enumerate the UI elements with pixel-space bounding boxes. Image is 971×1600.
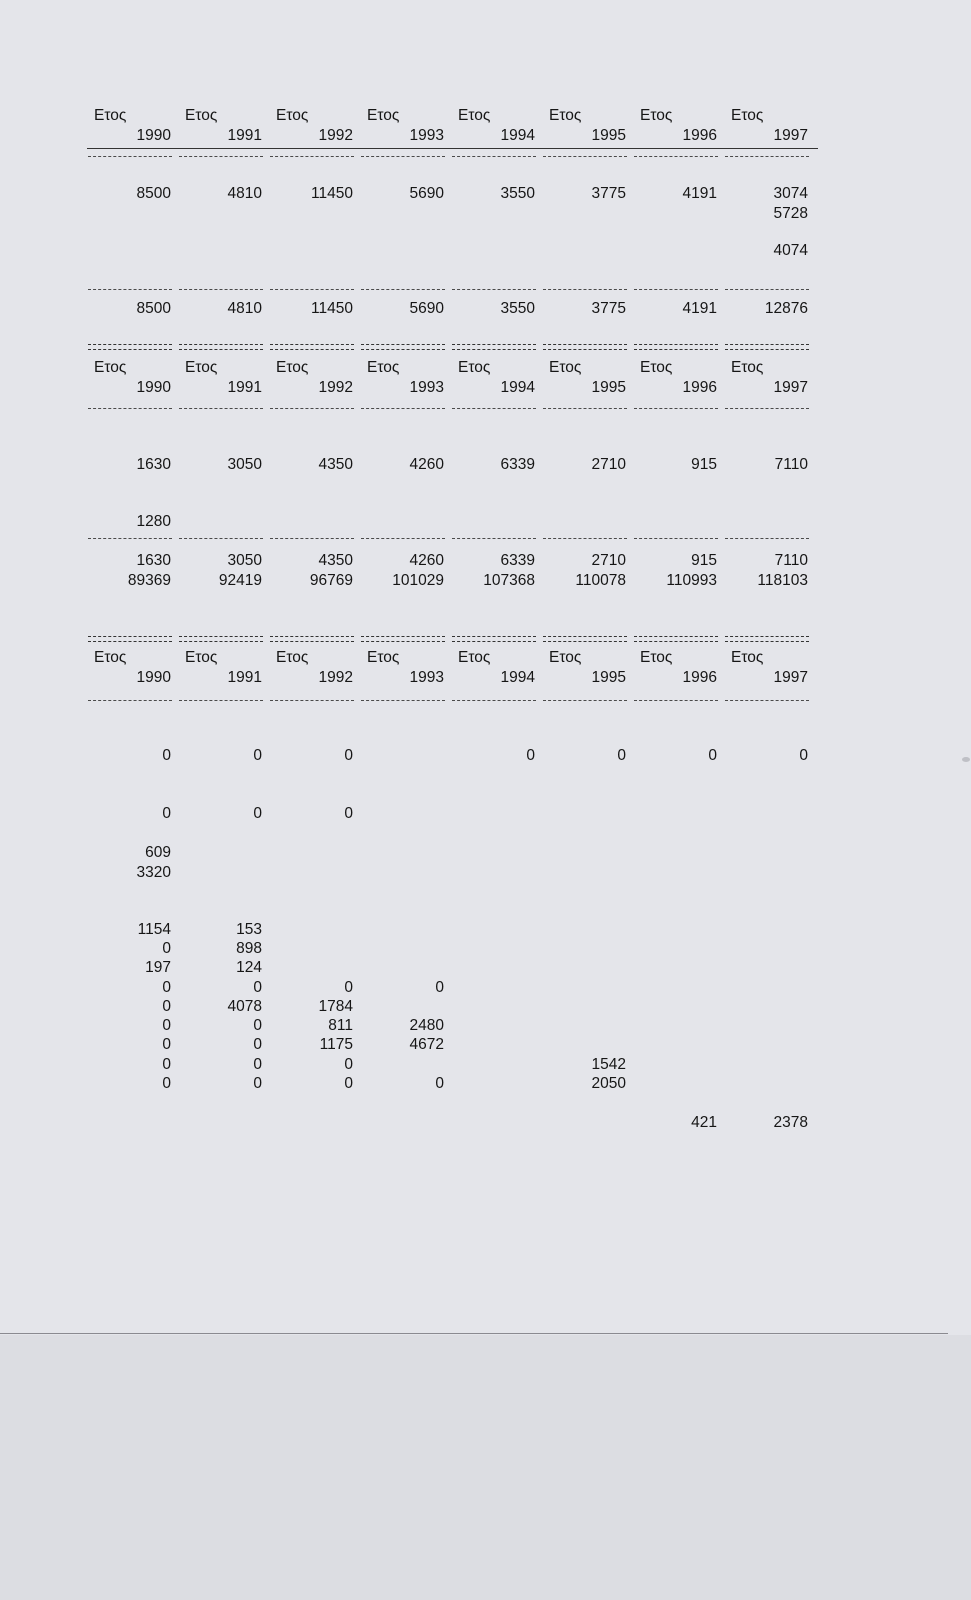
table-row: [0, 1035, 971, 1055]
dashed-rule: [634, 538, 718, 539]
table-cell: 609: [145, 844, 171, 861]
table-row: [0, 184, 971, 204]
table-cell: 2480: [409, 1017, 444, 1034]
solid-rule: [87, 148, 818, 149]
table-cell: 3050: [227, 456, 262, 473]
year-header-label: Ετος: [367, 107, 400, 124]
table-cell: 2050: [591, 1075, 626, 1092]
table-row: [0, 804, 971, 824]
dashed-rule: [88, 156, 172, 157]
year-header-label: Ετος: [94, 107, 127, 124]
table-cell: 2710: [591, 456, 626, 473]
dashed-rule: [634, 700, 718, 701]
table-cell: 11450: [311, 185, 353, 202]
table-row: [0, 863, 971, 883]
total-row: [0, 299, 971, 319]
table-row: [0, 939, 971, 959]
scan-background: [0, 1335, 971, 1600]
page-bottom-edge: [0, 1333, 948, 1334]
year-header-value: 1997: [773, 127, 808, 144]
table-row: [0, 512, 971, 532]
table-cell: 0: [253, 747, 262, 764]
year-header-label: Ετος: [640, 649, 673, 666]
year-header-label: Ετος: [458, 649, 491, 666]
table-cell: 4074: [773, 242, 808, 259]
table-cell: 4078: [227, 998, 262, 1015]
dashed-rule: [88, 408, 172, 409]
table-cell: 4810: [227, 185, 262, 202]
table-cell: 0: [253, 979, 262, 996]
table-cell: 0: [799, 747, 808, 764]
table-cell: 0: [344, 1075, 353, 1092]
double-rule: [88, 344, 172, 350]
table-cell: 0: [344, 747, 353, 764]
dashed-rule: [361, 408, 445, 409]
table-cell: 92419: [218, 572, 262, 589]
table-row: [0, 997, 971, 1017]
dashed-rule: [725, 156, 809, 157]
year-header-value: 1991: [227, 379, 262, 396]
dashed-rule: [452, 408, 536, 409]
table-cell: 0: [617, 747, 626, 764]
year-header-value: 1993: [409, 669, 444, 686]
year-header-value: 1996: [682, 127, 717, 144]
header-year-row: [0, 378, 971, 398]
table-cell: 0: [253, 1075, 262, 1092]
dashed-rule: [452, 156, 536, 157]
table-row: [0, 746, 971, 766]
dashed-rule: [543, 156, 627, 157]
year-header-value: 1994: [500, 379, 535, 396]
year-header-label: Ετος: [367, 649, 400, 666]
double-rule: [725, 344, 809, 350]
cumulative-total-row: [0, 571, 971, 591]
header-label-row: [0, 106, 971, 126]
table-row: [0, 958, 971, 978]
total-row: [0, 551, 971, 571]
table-cell: 0: [253, 1036, 262, 1053]
table-cell: 1784: [318, 998, 353, 1015]
table-cell: 0: [162, 1017, 171, 1034]
table-cell: 898: [236, 940, 262, 957]
header-year-row: [0, 126, 971, 146]
dashed-rule: [634, 289, 718, 290]
double-rule: [179, 344, 263, 350]
dashed-rule: [725, 289, 809, 290]
year-header-value: 1993: [409, 127, 444, 144]
double-rule: [543, 636, 627, 642]
table-row: [0, 1055, 971, 1075]
year-header-value: 1991: [227, 669, 262, 686]
table-cell: 4350: [318, 552, 353, 569]
year-header-label: Ετος: [549, 359, 582, 376]
year-header-label: Ετος: [549, 649, 582, 666]
year-header-value: 1997: [773, 379, 808, 396]
table-cell: 110078: [575, 572, 626, 589]
table-row: [0, 843, 971, 863]
table-cell: 118103: [757, 572, 808, 589]
table-cell: 8500: [136, 300, 171, 317]
header-label-row: [0, 358, 971, 378]
dashed-rule: [179, 156, 263, 157]
dashed-rule: [634, 156, 718, 157]
table-cell: 1542: [591, 1056, 626, 1073]
double-rule: [543, 344, 627, 350]
year-header-label: Ετος: [640, 107, 673, 124]
double-rule: [88, 636, 172, 642]
dashed-rule: [270, 700, 354, 701]
table-row: [0, 920, 971, 940]
dashed-rule: [270, 408, 354, 409]
table-cell: 4672: [409, 1036, 444, 1053]
year-header-value: 1990: [136, 379, 171, 396]
table-cell: 5690: [409, 300, 444, 317]
table-cell: 0: [162, 1036, 171, 1053]
header-year-row: [0, 668, 971, 688]
header-label-row: [0, 648, 971, 668]
dashed-rule: [270, 289, 354, 290]
dashed-rule: [452, 538, 536, 539]
year-header-label: Ετος: [276, 359, 309, 376]
dashed-rule: [179, 408, 263, 409]
year-header-value: 1996: [682, 379, 717, 396]
table-cell: 421: [691, 1114, 717, 1131]
year-header-label: Ετος: [458, 359, 491, 376]
year-header-label: Ετος: [731, 107, 764, 124]
table-cell: 2378: [773, 1114, 808, 1131]
table-cell: 0: [435, 1075, 444, 1092]
dashed-rule: [179, 538, 263, 539]
table-cell: 1630: [136, 456, 171, 473]
table-cell: 11450: [311, 300, 353, 317]
dashed-rule: [361, 156, 445, 157]
table-cell: 0: [162, 940, 171, 957]
table-cell: 4350: [318, 456, 353, 473]
dashed-rule: [88, 289, 172, 290]
table-cell: 3550: [500, 185, 535, 202]
dashed-rule: [634, 408, 718, 409]
dashed-rule: [725, 538, 809, 539]
table-cell: 197: [145, 959, 171, 976]
table-cell: 124: [236, 959, 262, 976]
table-cell: 153: [236, 921, 262, 938]
table-cell: 0: [253, 1017, 262, 1034]
dashed-rule: [543, 289, 627, 290]
double-rule: [725, 636, 809, 642]
table-cell: 3550: [500, 300, 535, 317]
table-cell: 6339: [500, 552, 535, 569]
table-cell: 0: [526, 747, 535, 764]
year-header-label: Ετος: [276, 649, 309, 666]
year-header-value: 1994: [500, 669, 535, 686]
table-cell: 5728: [773, 205, 808, 222]
table-cell: 4191: [682, 300, 717, 317]
dashed-rule: [88, 538, 172, 539]
year-header-value: 1993: [409, 379, 444, 396]
table-row: [0, 1074, 971, 1094]
double-rule: [634, 344, 718, 350]
dashed-rule: [543, 700, 627, 701]
double-rule: [361, 344, 445, 350]
year-header-value: 1992: [318, 379, 353, 396]
year-header-label: Ετος: [549, 107, 582, 124]
table-cell: 6339: [500, 456, 535, 473]
table-row: [0, 241, 971, 261]
table-cell: 0: [162, 998, 171, 1015]
year-header-value: 1991: [227, 127, 262, 144]
table-cell: 110993: [666, 572, 717, 589]
table-cell: 1630: [136, 552, 171, 569]
year-header-label: Ετος: [640, 359, 673, 376]
table-cell: 0: [162, 805, 171, 822]
table-row: [0, 978, 971, 998]
table-cell: 811: [328, 1017, 353, 1034]
table-cell: 3050: [227, 552, 262, 569]
double-rule: [452, 636, 536, 642]
table-cell: 12876: [764, 300, 808, 317]
year-header-label: Ετος: [185, 359, 218, 376]
table-cell: 3775: [591, 185, 626, 202]
year-header-label: Ετος: [94, 359, 127, 376]
table-row: [0, 204, 971, 224]
year-header-value: 1992: [318, 127, 353, 144]
table-cell: 4260: [409, 552, 444, 569]
table-cell: 0: [162, 747, 171, 764]
double-rule: [452, 344, 536, 350]
table-cell: 89369: [127, 572, 171, 589]
year-header-value: 1996: [682, 669, 717, 686]
dashed-rule: [452, 700, 536, 701]
year-header-label: Ετος: [458, 107, 491, 124]
double-rule: [634, 636, 718, 642]
dashed-rule: [270, 156, 354, 157]
double-rule: [179, 636, 263, 642]
dashed-rule: [725, 408, 809, 409]
year-header-value: 1997: [773, 669, 808, 686]
table-row: [0, 1016, 971, 1036]
year-header-value: 1990: [136, 127, 171, 144]
table-cell: 915: [691, 552, 717, 569]
table-cell: 7110: [774, 552, 808, 569]
dashed-rule: [543, 408, 627, 409]
table-cell: 7110: [774, 456, 808, 473]
table-cell: 0: [162, 1075, 171, 1092]
table-cell: 0: [344, 979, 353, 996]
table-cell: 0: [344, 805, 353, 822]
year-header-value: 1992: [318, 669, 353, 686]
double-rule: [361, 636, 445, 642]
table-cell: 0: [253, 1056, 262, 1073]
table-cell: 96769: [309, 572, 353, 589]
table-cell: 0: [344, 1056, 353, 1073]
dashed-rule: [179, 700, 263, 701]
dashed-rule: [179, 289, 263, 290]
table-cell: 5690: [409, 185, 444, 202]
table-cell: 8500: [136, 185, 171, 202]
year-header-label: Ετος: [731, 649, 764, 666]
double-rule: [270, 636, 354, 642]
year-header-label: Ετος: [185, 649, 218, 666]
table-cell: 3320: [136, 864, 171, 881]
table-row: [0, 1113, 971, 1133]
year-header-label: Ετος: [185, 107, 218, 124]
table-cell: 1175: [319, 1036, 353, 1053]
table-cell: 915: [691, 456, 717, 473]
table-cell: 0: [162, 979, 171, 996]
double-rule: [270, 344, 354, 350]
dashed-rule: [270, 538, 354, 539]
dashed-rule: [452, 289, 536, 290]
year-header-label: Ετος: [731, 359, 764, 376]
dashed-rule: [543, 538, 627, 539]
year-header-value: 1995: [591, 127, 626, 144]
table-cell: 0: [253, 805, 262, 822]
year-header-value: 1994: [500, 127, 535, 144]
year-header-label: Ετος: [94, 649, 127, 666]
dashed-rule: [361, 289, 445, 290]
dashed-rule: [361, 700, 445, 701]
table-cell: 4191: [682, 185, 717, 202]
year-header-value: 1995: [591, 669, 626, 686]
table-cell: 0: [435, 979, 444, 996]
year-header-value: 1990: [136, 669, 171, 686]
table-cell: 2710: [591, 552, 626, 569]
dashed-rule: [725, 700, 809, 701]
dashed-rule: [88, 700, 172, 701]
year-header-value: 1995: [591, 379, 626, 396]
table-cell: 1280: [136, 513, 171, 530]
table-cell: 107368: [483, 572, 535, 589]
table-cell: 3074: [773, 185, 808, 202]
year-header-label: Ετος: [276, 107, 309, 124]
table-cell: 101029: [392, 572, 444, 589]
table-cell: 3775: [591, 300, 626, 317]
table-cell: 4810: [227, 300, 262, 317]
table-cell: 4260: [409, 456, 444, 473]
table-cell: 1154: [137, 921, 171, 938]
dashed-rule: [361, 538, 445, 539]
table-cell: 0: [162, 1056, 171, 1073]
year-header-label: Ετος: [367, 359, 400, 376]
table-row: [0, 455, 971, 475]
table-cell: 0: [708, 747, 717, 764]
